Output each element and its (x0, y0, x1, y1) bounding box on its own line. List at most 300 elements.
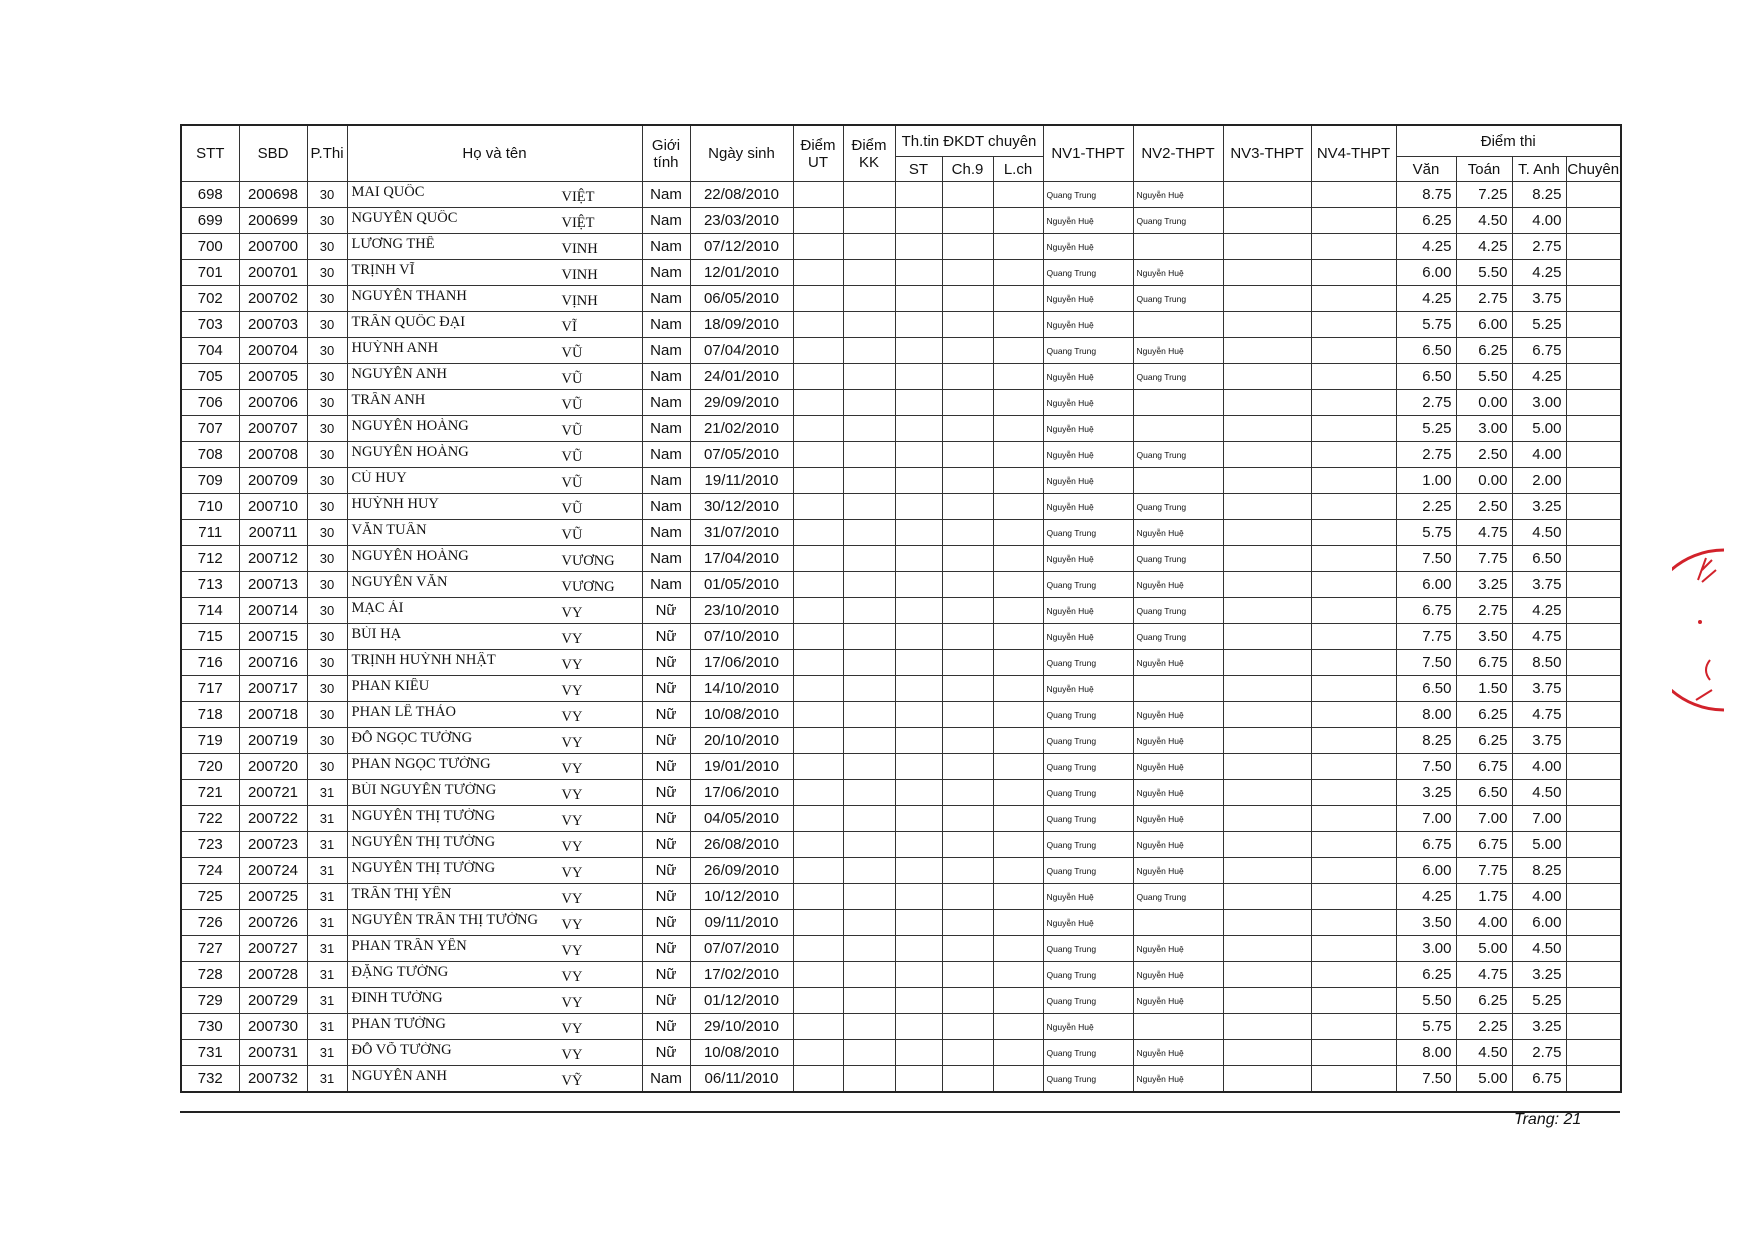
row-nv4 (1311, 286, 1396, 312)
row-diemkk (843, 364, 895, 390)
row-name (347, 962, 642, 988)
row-ch9 (942, 208, 993, 234)
stamp-mark-bottom (1696, 660, 1712, 700)
row-chuyen (1566, 754, 1621, 780)
table-row (181, 468, 1621, 494)
col-nv4-header: NV4-THPT (1311, 125, 1396, 182)
row-pthi: 30 (307, 182, 347, 208)
row-ch9 (942, 936, 993, 962)
row-nv2: Nguyễn Huệ (1133, 728, 1223, 754)
row-ch9 (942, 572, 993, 598)
table-row (181, 494, 1621, 520)
row-ho: NGUYỄN ANH (351, 365, 447, 382)
row-lch (993, 780, 1043, 806)
row-diemut (793, 182, 843, 208)
row-sbd: 200728 (239, 962, 307, 988)
row-van: 6.00 (1396, 572, 1456, 598)
row-ch9 (942, 364, 993, 390)
row-chuyen (1566, 962, 1621, 988)
row-nv4 (1311, 832, 1396, 858)
row-ten: VY (561, 994, 583, 1011)
row-nv1: Nguyễn Huệ (1043, 676, 1133, 702)
row-nv4 (1311, 702, 1396, 728)
row-van: 5.75 (1396, 312, 1456, 338)
row-st (895, 546, 942, 572)
row-nv2: Nguyễn Huệ (1133, 988, 1223, 1014)
table-row (181, 910, 1621, 936)
row-sbd: 200723 (239, 832, 307, 858)
row-nv3 (1223, 416, 1311, 442)
table-row (181, 962, 1621, 988)
row-nv1: Quang Trung (1043, 936, 1133, 962)
row-chuyen (1566, 780, 1621, 806)
row-chuyen (1566, 676, 1621, 702)
row-name (347, 442, 642, 468)
row-diemkk (843, 234, 895, 260)
row-gioitinh: Nam (642, 572, 690, 598)
row-stt: 701 (181, 260, 239, 286)
row-gioitinh: Nam (642, 442, 690, 468)
row-st (895, 936, 942, 962)
row-diemut (793, 390, 843, 416)
row-lch (993, 988, 1043, 1014)
row-toan: 0.00 (1456, 390, 1512, 416)
row-ten: VĨ (561, 318, 577, 335)
row-name (347, 182, 642, 208)
row-ngaysinh: 17/06/2010 (690, 650, 793, 676)
row-chuyen (1566, 312, 1621, 338)
row-pthi: 30 (307, 286, 347, 312)
row-name (347, 884, 642, 910)
row-toan: 6.25 (1456, 988, 1512, 1014)
row-name (347, 286, 642, 312)
row-van: 8.00 (1396, 1040, 1456, 1066)
col-ngaysinh-header: Ngày sinh (690, 125, 793, 182)
row-ch9 (942, 754, 993, 780)
row-ngaysinh: 29/09/2010 (690, 390, 793, 416)
row-ten: VỸ (561, 1072, 583, 1089)
row-nv2: Nguyễn Huệ (1133, 702, 1223, 728)
row-nv1: Quang Trung (1043, 832, 1133, 858)
row-stt: 715 (181, 624, 239, 650)
row-gioitinh: Nữ (642, 780, 690, 806)
row-nv1: Quang Trung (1043, 988, 1133, 1014)
row-ten: VŨ (561, 474, 583, 491)
row-ngaysinh: 10/12/2010 (690, 884, 793, 910)
row-toan: 5.50 (1456, 364, 1512, 390)
row-lch (993, 260, 1043, 286)
row-toan: 0.00 (1456, 468, 1512, 494)
row-pthi: 31 (307, 910, 347, 936)
row-pthi: 31 (307, 1040, 347, 1066)
row-nv3 (1223, 884, 1311, 910)
row-name (347, 338, 642, 364)
row-nv2: Quang Trung (1133, 546, 1223, 572)
row-ho: TRẦN ANH (351, 391, 426, 408)
row-diemut (793, 286, 843, 312)
row-chuyen (1566, 390, 1621, 416)
row-name (347, 650, 642, 676)
row-van: 6.25 (1396, 208, 1456, 234)
col-pthi-header: P.Thi (307, 125, 347, 182)
row-diemut (793, 780, 843, 806)
row-ngaysinh: 29/10/2010 (690, 1014, 793, 1040)
row-nv3 (1223, 936, 1311, 962)
row-nv3 (1223, 1014, 1311, 1040)
row-chuyen (1566, 624, 1621, 650)
row-nv1: Quang Trung (1043, 260, 1133, 286)
table-row (181, 1066, 1621, 1093)
row-pthi: 30 (307, 546, 347, 572)
row-ho: BÙI NGUYỄN TƯỜNG (351, 781, 497, 798)
row-tanh: 4.00 (1512, 442, 1566, 468)
row-stt: 730 (181, 1014, 239, 1040)
row-nv2: Nguyễn Huệ (1133, 754, 1223, 780)
row-ho: ĐỖ NGỌC TƯỜNG (351, 729, 473, 746)
table-row (181, 312, 1621, 338)
row-st (895, 312, 942, 338)
row-chuyen (1566, 598, 1621, 624)
row-nv2: Nguyễn Huệ (1133, 858, 1223, 884)
col-ch9-header: Ch.9 (942, 157, 993, 182)
col-diemthi-header: Điểm thi (1396, 125, 1621, 157)
row-tanh: 4.25 (1512, 364, 1566, 390)
row-ten: VY (561, 968, 583, 985)
row-sbd: 200722 (239, 806, 307, 832)
row-lch (993, 598, 1043, 624)
row-diemut (793, 494, 843, 520)
col-hoten-header: Họ và tên (347, 125, 642, 182)
row-diemut (793, 884, 843, 910)
row-diemut (793, 208, 843, 234)
row-chuyen (1566, 910, 1621, 936)
row-sbd: 200720 (239, 754, 307, 780)
row-diemkk (843, 520, 895, 546)
col-stt-header: STT (181, 125, 239, 182)
row-st (895, 572, 942, 598)
row-nv2: Quang Trung (1133, 442, 1223, 468)
row-nv2 (1133, 234, 1223, 260)
row-diemkk (843, 468, 895, 494)
row-ngaysinh: 07/12/2010 (690, 234, 793, 260)
row-nv4 (1311, 520, 1396, 546)
row-pthi: 31 (307, 936, 347, 962)
row-diemkk (843, 338, 895, 364)
row-diemut (793, 702, 843, 728)
row-gioitinh: Nữ (642, 754, 690, 780)
row-diemut (793, 962, 843, 988)
row-name (347, 234, 642, 260)
row-sbd: 200714 (239, 598, 307, 624)
row-nv2: Quang Trung (1133, 884, 1223, 910)
row-st (895, 676, 942, 702)
row-name (347, 624, 642, 650)
row-stt: 710 (181, 494, 239, 520)
row-diemut (793, 338, 843, 364)
row-gioitinh: Nam (642, 390, 690, 416)
row-name (347, 520, 642, 546)
row-st (895, 910, 942, 936)
table-row (181, 754, 1621, 780)
row-ho: VĂN TUẤN (351, 521, 427, 538)
row-ten: VY (561, 864, 583, 881)
row-sbd: 200729 (239, 988, 307, 1014)
row-st (895, 390, 942, 416)
row-toan: 6.75 (1456, 650, 1512, 676)
row-lch (993, 468, 1043, 494)
row-ngaysinh: 01/12/2010 (690, 988, 793, 1014)
row-nv4 (1311, 494, 1396, 520)
row-diemut (793, 832, 843, 858)
row-pthi: 31 (307, 1066, 347, 1093)
table-row (181, 702, 1621, 728)
row-ngaysinh: 12/01/2010 (690, 260, 793, 286)
col-chuyen-header: Chuyên (1566, 157, 1621, 182)
row-nv4 (1311, 312, 1396, 338)
row-van: 6.25 (1396, 962, 1456, 988)
row-diemut (793, 728, 843, 754)
row-name (347, 364, 642, 390)
row-toan: 3.50 (1456, 624, 1512, 650)
row-lch (993, 1014, 1043, 1040)
row-sbd: 200703 (239, 312, 307, 338)
row-pthi: 31 (307, 858, 347, 884)
row-ho: MẠC ÁI (351, 599, 404, 616)
col-sbd-header: SBD (239, 125, 307, 182)
row-diemut (793, 442, 843, 468)
row-nv3 (1223, 494, 1311, 520)
row-nv4 (1311, 650, 1396, 676)
row-diemkk (843, 1040, 895, 1066)
row-st (895, 702, 942, 728)
row-nv2 (1133, 468, 1223, 494)
row-lch (993, 390, 1043, 416)
row-toan: 4.75 (1456, 520, 1512, 546)
row-tanh: 5.00 (1512, 832, 1566, 858)
row-van: 7.75 (1396, 624, 1456, 650)
row-toan: 7.25 (1456, 182, 1512, 208)
row-chuyen (1566, 728, 1621, 754)
table-row (181, 624, 1621, 650)
row-nv1: Quang Trung (1043, 650, 1133, 676)
table-row (181, 390, 1621, 416)
row-ho: PHAN TRẦN YẾN (351, 937, 467, 954)
row-diemut (793, 910, 843, 936)
row-stt: 729 (181, 988, 239, 1014)
row-nv4 (1311, 962, 1396, 988)
col-tanh-header: T. Anh (1512, 157, 1566, 182)
row-ten: VƯƠNG (561, 552, 615, 569)
table-row (181, 286, 1621, 312)
row-nv1: Quang Trung (1043, 806, 1133, 832)
row-nv3 (1223, 520, 1311, 546)
row-ch9 (942, 312, 993, 338)
row-nv3 (1223, 806, 1311, 832)
row-nv3 (1223, 598, 1311, 624)
row-st (895, 260, 942, 286)
row-stt: 718 (181, 702, 239, 728)
row-ngaysinh: 07/05/2010 (690, 442, 793, 468)
row-diemkk (843, 624, 895, 650)
row-ngaysinh: 10/08/2010 (690, 702, 793, 728)
row-ho: HUỲNH HUY (351, 495, 439, 512)
row-chuyen (1566, 988, 1621, 1014)
row-pthi: 30 (307, 442, 347, 468)
row-gioitinh: Nam (642, 234, 690, 260)
row-ngaysinh: 06/11/2010 (690, 1066, 793, 1093)
row-sbd: 200732 (239, 1066, 307, 1093)
row-sbd: 200715 (239, 624, 307, 650)
row-sbd: 200719 (239, 728, 307, 754)
row-nv1: Quang Trung (1043, 780, 1133, 806)
row-gioitinh: Nam (642, 312, 690, 338)
row-name (347, 832, 642, 858)
row-sbd: 200709 (239, 468, 307, 494)
col-toan-header: Toán (1456, 157, 1512, 182)
row-van: 7.50 (1396, 754, 1456, 780)
row-gioitinh: Nữ (642, 1014, 690, 1040)
row-nv3 (1223, 312, 1311, 338)
row-nv3 (1223, 754, 1311, 780)
row-nv3 (1223, 728, 1311, 754)
row-sbd: 200731 (239, 1040, 307, 1066)
row-sbd: 200716 (239, 650, 307, 676)
row-nv2: Nguyễn Huệ (1133, 832, 1223, 858)
row-ho: PHAN TƯỜNG (351, 1015, 446, 1032)
row-nv1: Quang Trung (1043, 754, 1133, 780)
row-tanh: 8.25 (1512, 858, 1566, 884)
row-name (347, 780, 642, 806)
row-sbd: 200704 (239, 338, 307, 364)
row-ho: ĐẶNG TƯỜNG (351, 963, 449, 980)
row-diemkk (843, 312, 895, 338)
row-nv2: Quang Trung (1133, 208, 1223, 234)
row-name (347, 416, 642, 442)
row-ngaysinh: 07/07/2010 (690, 936, 793, 962)
row-nv4 (1311, 988, 1396, 1014)
row-diemkk (843, 702, 895, 728)
row-nv4 (1311, 182, 1396, 208)
row-pthi: 31 (307, 1014, 347, 1040)
row-st (895, 208, 942, 234)
row-stt: 714 (181, 598, 239, 624)
row-nv4 (1311, 1040, 1396, 1066)
row-diemkk (843, 442, 895, 468)
row-sbd: 200699 (239, 208, 307, 234)
row-diemkk (843, 962, 895, 988)
row-nv3 (1223, 390, 1311, 416)
row-pthi: 30 (307, 754, 347, 780)
row-ho: TRỊNH VĨ (351, 261, 415, 278)
table-row (181, 572, 1621, 598)
row-lch (993, 1066, 1043, 1093)
row-name (347, 260, 642, 286)
row-st (895, 598, 942, 624)
row-chuyen (1566, 338, 1621, 364)
row-chuyen (1566, 208, 1621, 234)
row-nv2: Quang Trung (1133, 364, 1223, 390)
row-st (895, 832, 942, 858)
table-row (181, 650, 1621, 676)
row-tanh: 4.25 (1512, 260, 1566, 286)
row-nv3 (1223, 182, 1311, 208)
row-van: 3.25 (1396, 780, 1456, 806)
row-nv3 (1223, 780, 1311, 806)
row-ngaysinh: 17/02/2010 (690, 962, 793, 988)
row-stt: 700 (181, 234, 239, 260)
row-ngaysinh: 04/05/2010 (690, 806, 793, 832)
col-st-header: ST (895, 157, 942, 182)
row-diemut (793, 650, 843, 676)
row-nv1: Nguyễn Huệ (1043, 910, 1133, 936)
row-lch (993, 182, 1043, 208)
table-row (181, 728, 1621, 754)
row-diemkk (843, 884, 895, 910)
row-ten: VY (561, 1020, 583, 1037)
row-stt: 704 (181, 338, 239, 364)
row-nv4 (1311, 624, 1396, 650)
row-nv1: Quang Trung (1043, 702, 1133, 728)
row-st (895, 754, 942, 780)
row-lch (993, 442, 1043, 468)
row-st (895, 520, 942, 546)
row-gioitinh: Nam (642, 364, 690, 390)
row-tanh: 3.75 (1512, 572, 1566, 598)
row-diemut (793, 364, 843, 390)
row-gioitinh: Nữ (642, 1040, 690, 1066)
row-chuyen (1566, 702, 1621, 728)
row-sbd: 200708 (239, 442, 307, 468)
row-chuyen (1566, 1040, 1621, 1066)
row-diemkk (843, 208, 895, 234)
col-gioitinh-header: Giới tính (642, 125, 690, 182)
row-diemut (793, 988, 843, 1014)
row-nv2: Nguyễn Huệ (1133, 520, 1223, 546)
row-pthi: 30 (307, 728, 347, 754)
row-van: 2.75 (1396, 442, 1456, 468)
stamp-ring (1672, 550, 1724, 710)
row-tanh: 3.25 (1512, 962, 1566, 988)
row-chuyen (1566, 1014, 1621, 1040)
row-gioitinh: Nam (642, 494, 690, 520)
row-lch (993, 416, 1043, 442)
row-nv2 (1133, 312, 1223, 338)
row-toan: 7.00 (1456, 806, 1512, 832)
row-stt: 712 (181, 546, 239, 572)
row-tanh: 3.25 (1512, 1014, 1566, 1040)
row-nv2: Nguyễn Huệ (1133, 780, 1223, 806)
row-diemkk (843, 754, 895, 780)
row-van: 6.50 (1396, 676, 1456, 702)
row-pthi: 30 (307, 260, 347, 286)
row-ngaysinh: 17/06/2010 (690, 780, 793, 806)
row-nv3 (1223, 858, 1311, 884)
row-ngaysinh: 26/08/2010 (690, 832, 793, 858)
row-sbd: 200718 (239, 702, 307, 728)
row-ho: TRẦN QUỐC ĐẠI (351, 313, 466, 330)
row-nv3 (1223, 962, 1311, 988)
row-pthi: 30 (307, 416, 347, 442)
row-ho: NGUYỄN HOÀNG (351, 443, 469, 460)
row-lch (993, 234, 1043, 260)
row-ten: VY (561, 630, 583, 647)
row-diemkk (843, 494, 895, 520)
row-lch (993, 572, 1043, 598)
row-ch9 (942, 286, 993, 312)
row-lch (993, 728, 1043, 754)
row-ho: NGUYỄN TRẦN THỊ TƯỜNG (351, 911, 538, 928)
col-diemkk-header: Điểm KK (843, 125, 895, 182)
